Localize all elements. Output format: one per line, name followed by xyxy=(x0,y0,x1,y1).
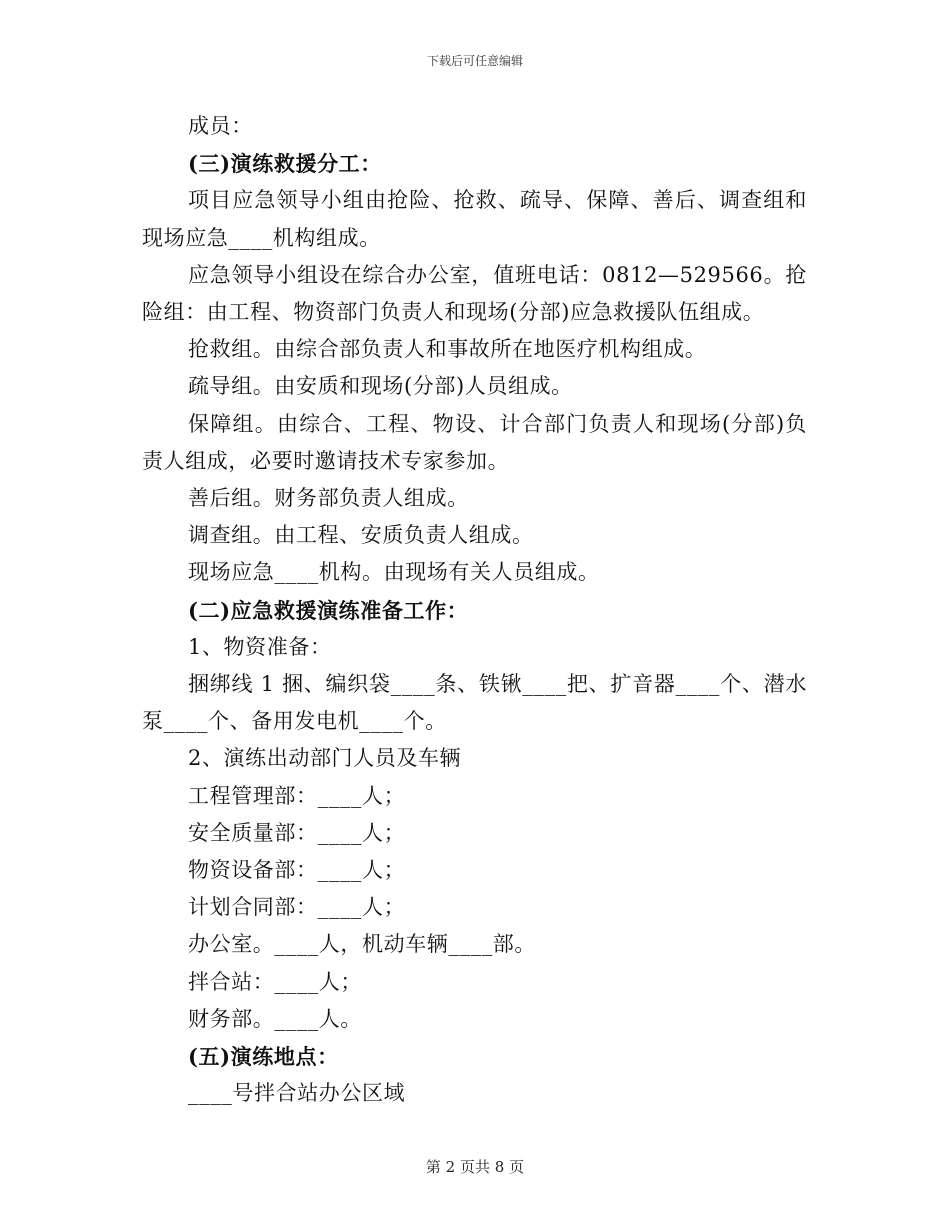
page-footer: 第 2 页共 8 页 xyxy=(425,1158,525,1176)
list-item-safety-quality: 安全质量部：____人； xyxy=(188,820,406,845)
paragraph-support-group: 保障组。由综合、工程、物设、计合部门负责人和现场(分部)负责人组成，必要时邀请技术专家参加。 xyxy=(142,411,807,473)
section-heading-rescue-division: (三)演练救援分工： xyxy=(188,151,382,177)
paragraph-materials-heading: 1、物资准备： xyxy=(188,634,332,659)
section-heading-location: (五)演练地点： xyxy=(188,1044,339,1070)
list-item-planning-contracts: 计划合同部：____人； xyxy=(188,895,406,920)
list-item-materials-equipment: 物资设备部：____人； xyxy=(188,858,406,883)
list-item-engineering: 工程管理部：____人； xyxy=(188,783,406,808)
paragraph-materials-list: 捆绑线 1 捆、编织袋____条、铁锹____把、扩音器____个、潜水泵____个、备用发电机____个。 xyxy=(142,672,807,734)
list-item-finance: 财务部。____人。 xyxy=(188,1006,362,1031)
document-body xyxy=(142,108,807,1112)
paragraph-rescue-group: 抢救组。由综合部负责人和事故所在地医疗机构组成。 xyxy=(188,337,707,362)
list-item-mixing-station: 拌合站：____人； xyxy=(188,969,362,994)
paragraph-evacuation-group: 疏导组。由安质和现场(分部)人员组成。 xyxy=(188,374,573,399)
paragraph-leadership-group: 项目应急领导小组由抢险、抢救、疏导、保障、善后、调查组和现场应急____机构组成。 xyxy=(142,188,807,250)
section-heading-preparation: (二)应急救援演练准备工作： xyxy=(188,597,469,623)
paragraph-members: 成员： xyxy=(188,114,253,138)
paragraph-personnel-heading: 2、演练出动部门人员及车辆 xyxy=(188,746,462,771)
page-header: 下载后可任意编辑 xyxy=(426,54,523,68)
paragraph-office-phone: 应急领导小组设在综合办公室，值班电话：0812—529566。抢险组：由工程、物资部门负责人和现场(分部)应急救援队伍组成。 xyxy=(142,262,807,325)
paragraph-aftermath-group: 善后组。财务部负责人组成。 xyxy=(188,486,469,511)
list-item-office: 办公室。____人，机动车辆____部。 xyxy=(188,932,536,957)
paragraph-location: ____号拌合站办公区域 xyxy=(188,1081,406,1106)
paragraph-onsite-emergency: 现场应急____机构。由现场有关人员组成。 xyxy=(188,560,600,585)
paragraph-investigation-group: 调查组。由工程、安质负责人组成。 xyxy=(188,523,534,548)
